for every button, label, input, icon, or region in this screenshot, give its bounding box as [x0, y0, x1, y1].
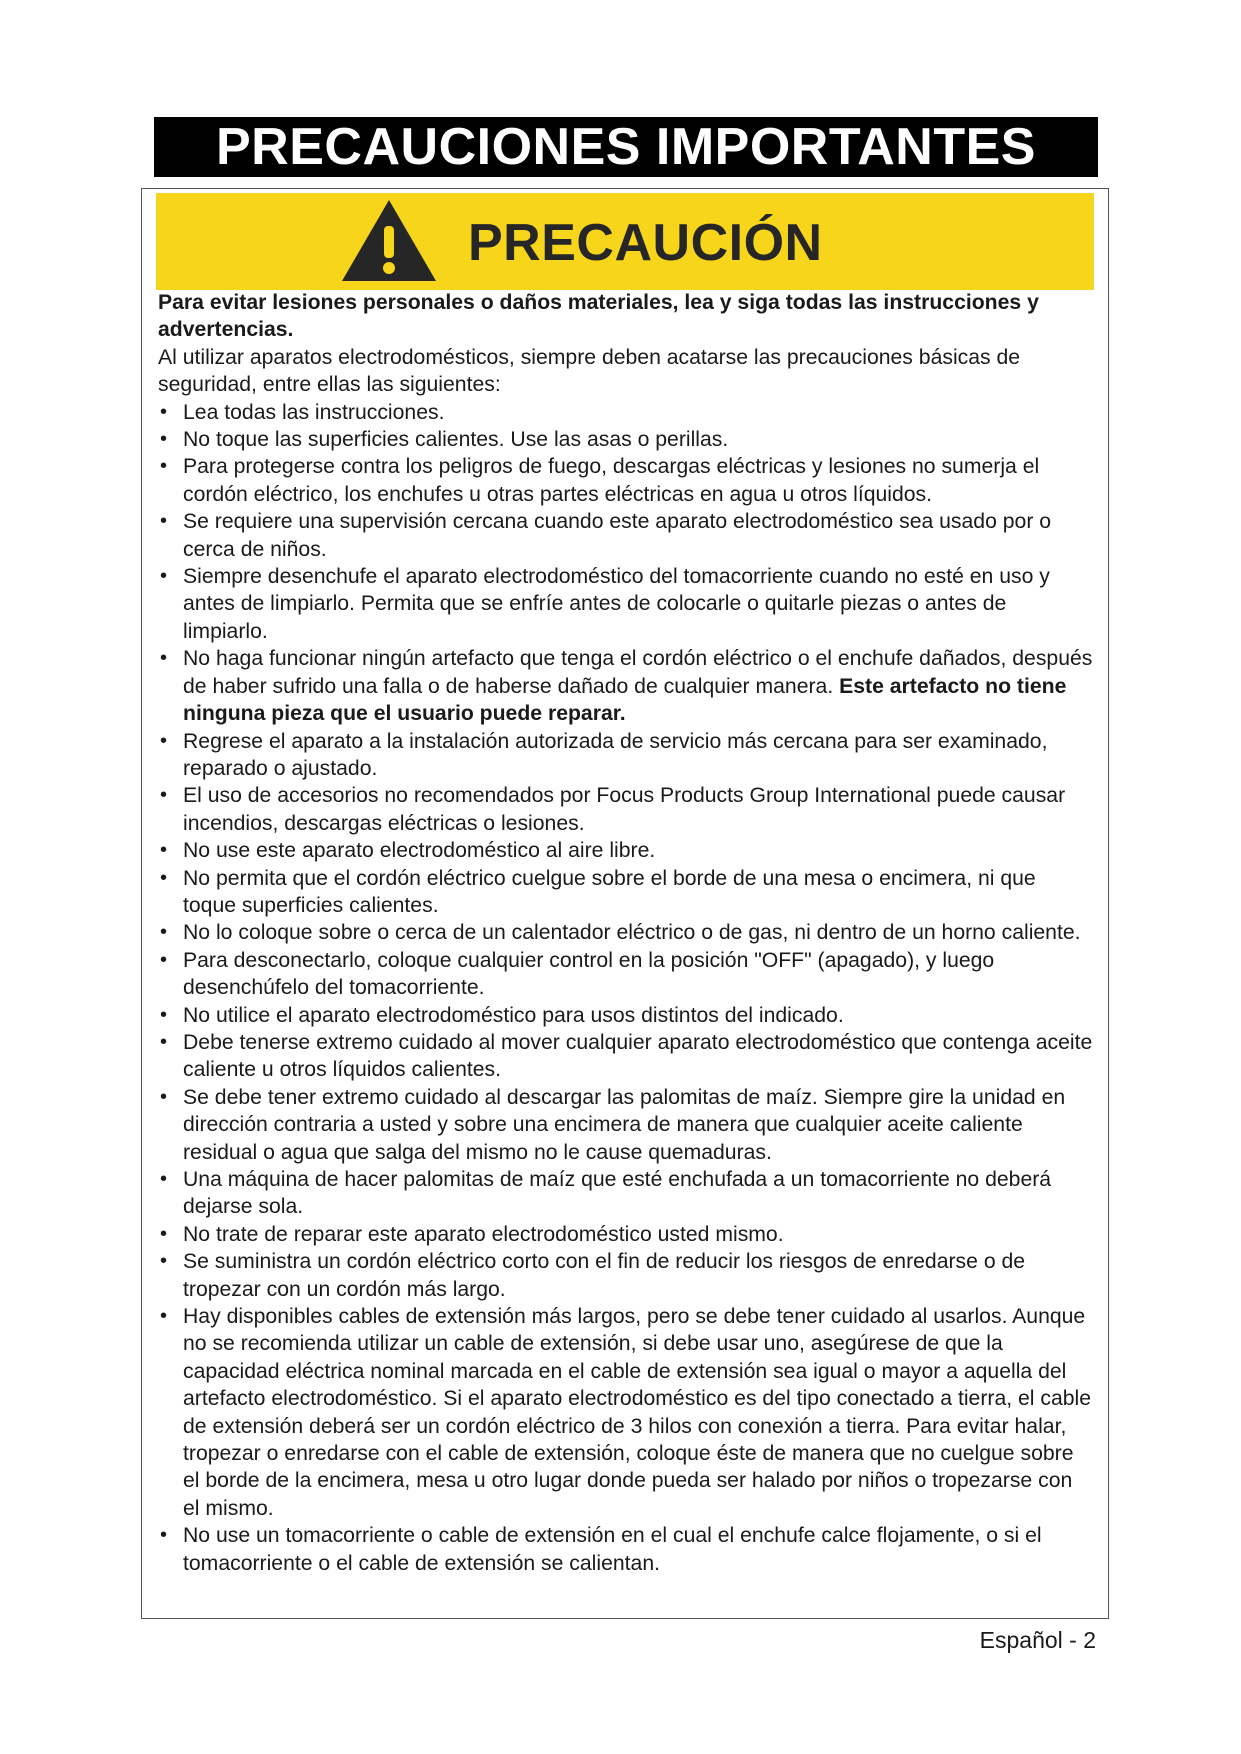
list-item-text: Siempre desenchufe el aparato electrodoméstico del tomacorriente cuando no esté en uso y antes de limpiarlo. Permita que se enfríe antes de colocarle o quitarle piezas o antes de limpiarlo. [183, 565, 1050, 643]
list-item [158, 947, 1094, 1002]
list-item-text: Se debe tener extremo cuidado al descargar las palomitas de maíz. Siempre gire la unidad en dirección contraria a usted y sobre una encimera de manera que cualquier aceite caliente residual o agua que salga del mismo no le cause quemaduras. [183, 1085, 1066, 1164]
list-item-text: Lea todas las instrucciones. [183, 400, 445, 424]
list-item [158, 563, 1094, 645]
page-title: PRECAUCIONES IMPORTANTES [154, 117, 1098, 177]
list-item [158, 1166, 1094, 1221]
list-item [158, 865, 1094, 920]
list-item-text: No utilice el aparato electrodoméstico para usos distintos del indicado. [183, 1003, 844, 1027]
list-item-text: Se requiere una supervisión cercana cuando este aparato electrodoméstico sea usado por o cerca de niños. [183, 510, 1052, 561]
list-item-text: No lo coloque sobre o cerca de un calentador eléctrico o de gas, ni dentro de un horno caliente. [183, 921, 1081, 945]
list-item-text: Una máquina de hacer palomitas de maíz que esté enchufada a un tomacorriente no deberá dejarse sola. [183, 1168, 1052, 1219]
list-item-text: No trate de reparar este aparato electrodoméstico usted mismo. [183, 1222, 784, 1246]
list-item [158, 399, 1094, 426]
precautions-list [158, 399, 1094, 1577]
list-item-text: Para desconectarlo, coloque cualquier control en la posición "OFF" (apagado), y luego desenchúfelo del tomacorriente. [183, 948, 995, 1000]
list-item-text: Para protegerse contra los peligros de fuego, descargas eléctricas y lesiones no sumerja el cordón eléctrico, los enchufes u otras partes eléctricas en agua u otros líquidos. [183, 455, 1040, 506]
list-item [158, 508, 1094, 563]
list-item [158, 645, 1094, 727]
list-item-text: No toque las superficies calientes. Use las asas o perillas. [183, 428, 729, 452]
list-item-text: No permita que el cordón eléctrico cuelgue sobre el borde de una mesa o encimera, ni que toque superficies calientes. [183, 866, 1036, 917]
caution-word: PRECAUCIÓN [468, 214, 823, 272]
list-item-text: Debe tenerse extremo cuidado al mover cualquier aparato electrodoméstico que contenga aceite caliente u otros líquidos calientes. [183, 1030, 1093, 1082]
list-item [158, 1084, 1094, 1166]
list-item [158, 1221, 1094, 1248]
list-item [158, 1248, 1094, 1303]
list-item-text: Se suministra un cordón eléctrico corto con el fin de reducir los riesgos de enredarse o de tropezar con un cordón más largo. [183, 1250, 1026, 1301]
list-item [158, 1029, 1094, 1084]
list-item-text: El uso de accesorios no recomendados por Focus Products Group International puede causar incendios, descargas eléctricas o lesiones. [183, 784, 1066, 835]
list-item-text: No haga funcionar ningún artefacto que tenga el cordón eléctrico o el enchufe dañados, después de haber sufrido una falla o de haberse dañado de cualquier manera. [183, 647, 1093, 698]
page-number: Español - 2 [979, 1627, 1096, 1653]
list-item [158, 782, 1094, 837]
intro-bold-text: Para evitar lesiones personales o daños materiales, lea y siga todas las instrucciones y advertencias. [158, 291, 1039, 342]
list-item-bold-text: Este artefacto no tiene ninguna pieza que el usuario puede reparar. [183, 674, 1067, 726]
list-item [158, 837, 1094, 864]
list-item [158, 1522, 1094, 1577]
list-item [158, 1303, 1094, 1522]
list-item-text: No use un tomacorriente o cable de extensión en el cual el enchufe calce flojamente, o si el tomacorriente o el cable de extensión se calientan. [183, 1524, 1042, 1575]
warning-triangle-icon [339, 196, 439, 284]
list-item [158, 426, 1094, 453]
list-item [158, 728, 1094, 783]
list-item-text: Hay disponibles cables de extensión más largos, pero se debe tener cuidado al usarlos. Aunque no se recomienda utilizar un cable de extensión, si debe usar uno, asegúrese de que la capacidad eléctrica nominal marcada en el cable de extensión sea igual o mayor a aquella del artefacto electrodoméstico. Si el aparato electrodoméstico es del tipo conectado a tierra, el cable de extensión deberá ser un cordón eléctrico de 3 hilos con conexión a tierra. Para evitar halar, tropezar o enredarse con el cable de extensión, coloque éste de manera que no cuelgue sobre el borde de la encimera, mesa u otro lugar donde pueda ser halado por niños o tropezarse con el mismo. [183, 1305, 1092, 1520]
list-item-text: Regrese el aparato a la instalación autorizada de servicio más cercana para ser examinado, reparado o ajustado. [183, 729, 1048, 780]
list-item [158, 919, 1094, 946]
intro-text: Al utilizar aparatos electrodomésticos, siempre deben acatarse las precauciones básicas de seguridad, entre ellas las siguientes: [158, 345, 1021, 397]
precautions-content [158, 289, 1094, 1577]
list-item-text: No use este aparato electrodoméstico al aire libre. [183, 839, 656, 863]
list-item [158, 453, 1094, 508]
caution-banner [156, 193, 1094, 290]
list-item [158, 1002, 1094, 1029]
